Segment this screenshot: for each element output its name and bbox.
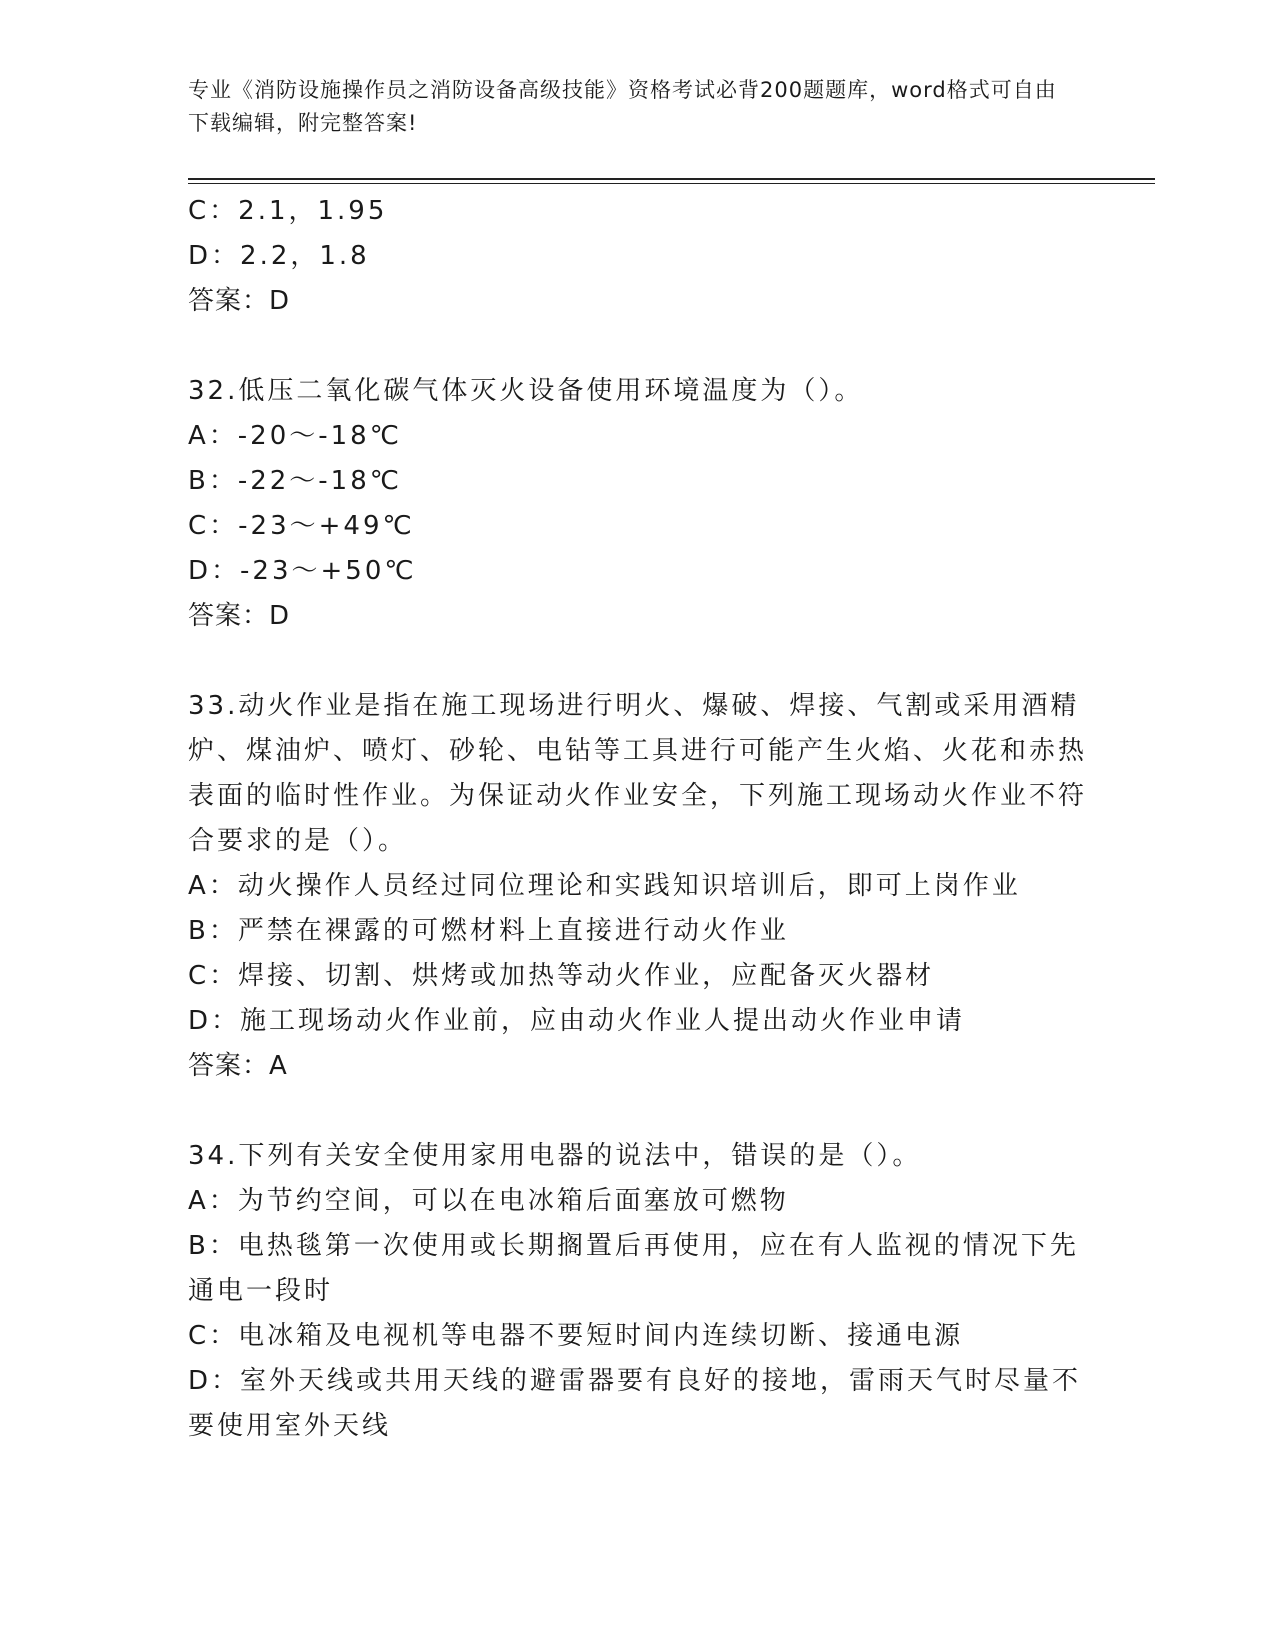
- question-stem: 32.低压二氧化碳气体灭火设备使用环境温度为（）。: [188, 376, 864, 406]
- page-header-title: 专业《消防设施操作员之消防设备高级技能》资格考试必背200题题库，word格式可自由下载编辑，附完整答案!: [188, 78, 1057, 135]
- option-c: C：2.1，1.95: [188, 196, 388, 226]
- spacer: [188, 639, 1088, 684]
- option-d: D：-23～+50℃: [188, 556, 417, 586]
- option-d: D：2.2，1.8: [188, 241, 370, 271]
- option-d: D：施工现场动火作业前，应由动火作业人提出动火作业申请: [188, 1006, 966, 1036]
- question-31-tail: [188, 189, 1088, 324]
- option-b: B：-22～-18℃: [188, 466, 402, 496]
- option-a: A：动火操作人员经过同位理论和实践知识培训后，即可上岗作业: [188, 871, 1021, 901]
- question-32: [188, 369, 1088, 639]
- spacer: [188, 1089, 1088, 1134]
- answer-line: 答案：D: [188, 601, 291, 631]
- option-b: B：严禁在裸露的可燃材料上直接进行动火作业: [188, 916, 789, 946]
- question-stem: 33.动火作业是指在施工现场进行明火、爆破、焊接、气割或采用酒精炉、煤油炉、喷灯、砂轮、电钻等工具进行可能产生火焰、火花和赤热表面的临时性作业。为保证动火作业安全，下列施工现场动火作业不符合要求的是（）。: [188, 691, 1088, 856]
- option-a: A：-20～-18℃: [188, 421, 402, 451]
- question-33: [188, 684, 1088, 1089]
- answer-line: 答案：D: [188, 286, 291, 316]
- spacer: [188, 324, 1088, 369]
- option-b: B：电热毯第一次使用或长期搁置后再使用，应在有人监视的情况下先通电一段时: [188, 1231, 1079, 1306]
- question-34: [188, 1134, 1088, 1449]
- question-stem: 34.下列有关安全使用家用电器的说法中，错误的是（）。: [188, 1141, 922, 1171]
- option-c: C：-23～+49℃: [188, 511, 415, 541]
- option-c: C：焊接、切割、烘烤或加热等动火作业，应配备灭火器材: [188, 961, 935, 991]
- question-list: [188, 189, 1088, 1449]
- header-divider-thin: [188, 183, 1155, 184]
- option-d: D：室外天线或共用天线的避雷器要有良好的接地，雷雨天气时尽量不要使用室外天线: [188, 1366, 1082, 1441]
- option-c: C：电冰箱及电视机等电器不要短时间内连续切断、接通电源: [188, 1321, 964, 1351]
- header-divider-thick: [188, 178, 1155, 180]
- option-a: A：为节约空间，可以在电冰箱后面塞放可燃物: [188, 1186, 789, 1216]
- answer-line: 答案：A: [188, 1051, 288, 1081]
